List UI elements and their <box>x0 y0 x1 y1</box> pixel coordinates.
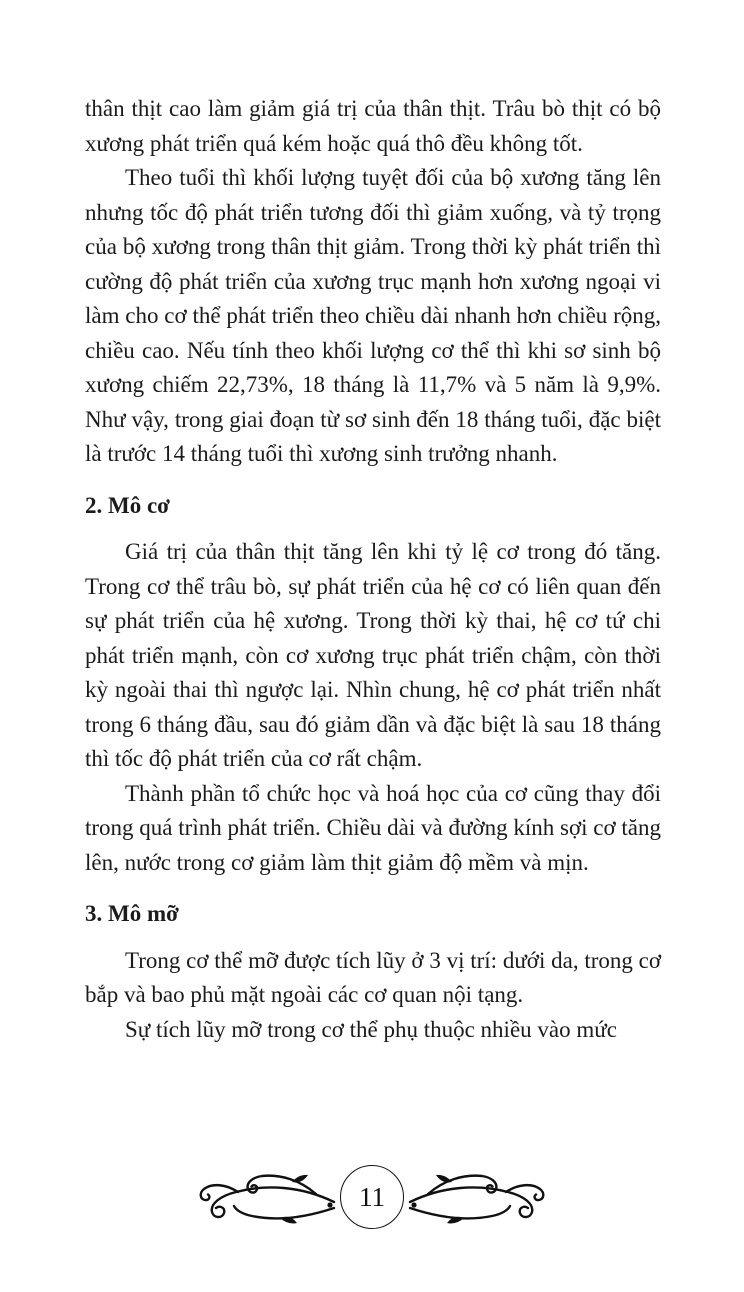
body-paragraph: Trong cơ thể mỡ được tích lũy ở 3 vị trí: dưới da, trong cơ bắp và bao phủ mặt ngoài các cơ quan nội tạng. <box>85 947 661 1007</box>
page-number: 11 <box>359 1181 385 1212</box>
body-paragraph: Thành phần tổ chức học và hoá học của cơ cũng thay đổi trong quá trình phát triển. Chiều dài và đường kính sợi cơ tăng lên, nước trong cơ giảm làm thịt giảm độ mềm và mịn. <box>85 780 661 875</box>
section-heading-mo-co: 2. Mô cơ <box>85 492 170 518</box>
section-heading-mo-mo: 3. Mô mỡ <box>85 901 179 926</box>
body-paragraph: Theo tuổi thì khối lượng tuyệt đối của bộ xương tăng lên nhưng tốc độ phát triển tương đối thì giảm xuống, và tỷ trọng của bộ xương trong thân thịt giảm. Trong thời kỳ phát triển thì cường độ phát triển của xương trục mạnh hơn xương ngoại vi làm cho cơ thể phát triển theo chiều dài nhanh hơn chiều rộng, chiều cao. Nếu tính theo khối lượng cơ thể thì khi sơ sinh bộ xương chiếm 22,73%, 18 tháng là 11,7% và 5 năm là 9,9%. Như vậy, trong giai đoạn từ sơ sinh đến 18 tháng tuổi, đặc biệt là trước 14 tháng tuổi thì xương sinh trưởng nhanh. <box>85 165 661 466</box>
footer-flourish-left-icon <box>196 1158 336 1236</box>
page-footer <box>0 1158 744 1236</box>
body-paragraph: Sự tích lũy mỡ trong cơ thể phụ thuộc nhiều vào mức <box>125 1016 617 1042</box>
page-number-oval <box>340 1165 404 1229</box>
body-paragraph: Giá trị của thân thịt tăng lên khi tỷ lệ cơ trong đó tăng. Trong cơ thể trâu bò, sự phát triển của hệ cơ có liên quan đến sự phát triển của hệ xương. Trong thời kỳ thai, hệ cơ tứ chi phát triển mạnh, còn cơ xương trục phát triển chậm, còn thời kỳ ngoài thai thì ngược lại. Nhìn chung, hệ cơ phát triển nhất trong 6 tháng đầu, sau đó giảm dần và đặc biệt là sau 18 tháng thì tốc độ phát triển của cơ rất chậm. <box>85 539 661 771</box>
page-body-text <box>85 92 661 1047</box>
body-paragraph: thân thịt cao làm giảm giá trị của thân thịt. Trâu bò thịt có bộ xương phát triển quá kém hoặc quá thô đều không tốt. <box>85 96 661 156</box>
footer-flourish-right-icon <box>408 1158 548 1236</box>
